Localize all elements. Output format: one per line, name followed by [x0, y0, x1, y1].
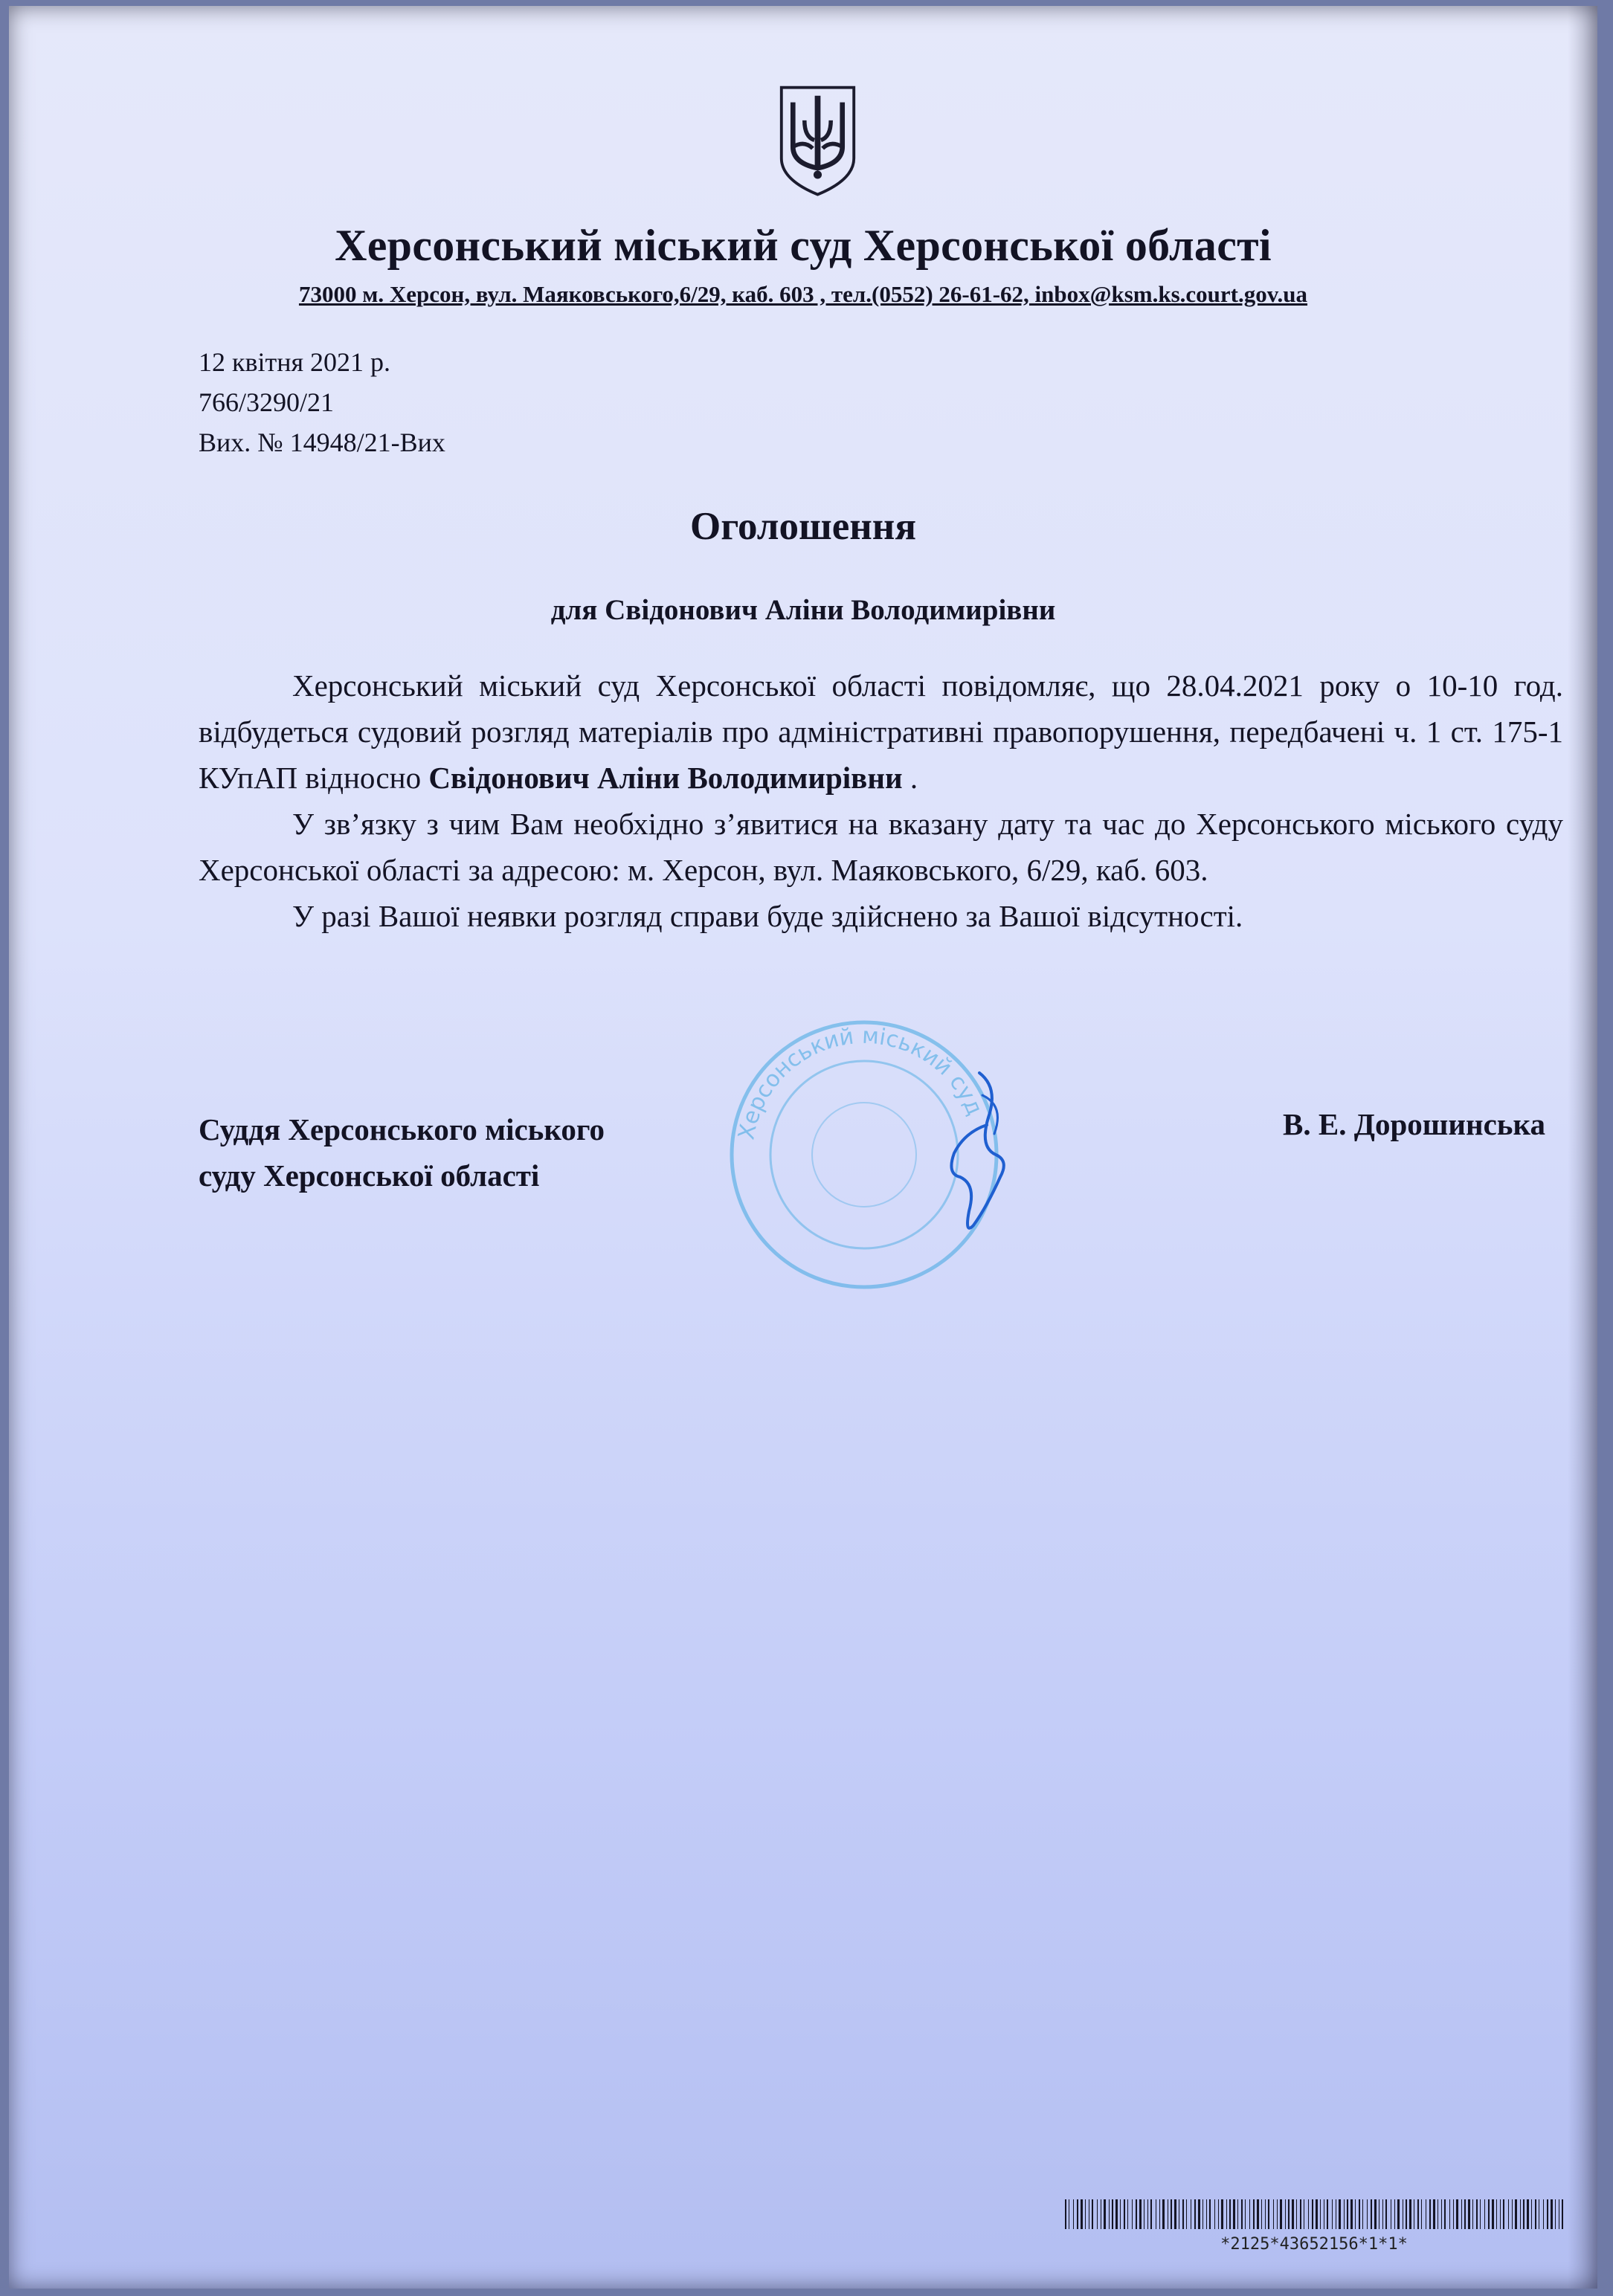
barcode-bar: [1132, 2199, 1133, 2229]
barcode-bar: [1503, 2199, 1504, 2229]
handwritten-signature: [935, 1065, 1031, 1236]
barcode-bar: [1124, 2199, 1125, 2229]
barcode-bar: [1547, 2199, 1548, 2229]
barcode-bar: [1147, 2199, 1148, 2229]
barcode-bar: [1508, 2199, 1509, 2229]
barcode-bar: [1359, 2199, 1360, 2229]
paragraph-1-person-name: Свідонович Аліни Володимирівни: [428, 761, 903, 795]
barcode-bar: [1320, 2199, 1321, 2229]
document-meta: [199, 342, 445, 462]
paragraph-1-text: Херсонський міський суд Херсонської області повідомляє, що 28.04.2021 року о 10-10 год. відбудеться судовий розгляд матеріалів про адміністративні правопорушення, передбачені ч. 1 ст. 175-1 КУпАП відносно: [199, 668, 1563, 795]
signer-title-line-2: суду Херсонської області: [199, 1158, 540, 1193]
barcode-bar: [1214, 2199, 1215, 2229]
barcode-bar: [1159, 2199, 1160, 2229]
barcode-bar: [1316, 2199, 1318, 2229]
barcode-bar: [1339, 2199, 1341, 2229]
barcode-bar: [1417, 2199, 1419, 2229]
barcode-bar: [1488, 2199, 1490, 2229]
barcode-bar: [1453, 2199, 1454, 2229]
notice-paragraph-1: [199, 662, 1563, 801]
barcode-bar: [1308, 2199, 1309, 2229]
barcode-bar: [1332, 2199, 1333, 2229]
barcode-bar: [1512, 2199, 1513, 2229]
trident-coat-of-arms-icon: [775, 83, 860, 198]
notice-body: [199, 662, 1563, 939]
barcode-bar: [1233, 2199, 1235, 2229]
barcode-bar: [1202, 2199, 1203, 2229]
barcode-bar: [1104, 2199, 1106, 2229]
barcode-bar: [1531, 2199, 1532, 2229]
barcode-bar: [1476, 2199, 1478, 2229]
paragraph-1-end: .: [902, 761, 918, 795]
barcode-bar: [1285, 2199, 1286, 2229]
barcode-bar: [1437, 2199, 1438, 2229]
barcode-bar: [1139, 2199, 1142, 2229]
barcode-bar: [1109, 2199, 1110, 2229]
barcode-bar: [1362, 2199, 1363, 2229]
barcode-bar: [1382, 2199, 1383, 2229]
barcode-bar: [1273, 2199, 1274, 2229]
barcode-bar: [1182, 2199, 1184, 2229]
barcode-bar: [1226, 2199, 1227, 2229]
court-name: Херсонський міський суд Херсонської області: [335, 221, 1272, 270]
barcode-bar: [1265, 2199, 1266, 2229]
document-page: [9, 6, 1597, 2289]
barcode-bar: [1065, 2199, 1066, 2229]
barcode-bar: [1127, 2199, 1128, 2229]
barcode-bar: [1245, 2199, 1246, 2229]
barcode-bar: [1562, 2199, 1563, 2229]
barcode-bar: [1253, 2199, 1255, 2229]
barcode-bar: [1492, 2199, 1494, 2229]
barcode-bar: [1112, 2199, 1113, 2229]
barcode-bar: [1555, 2199, 1556, 2229]
stamp-text: Херсонський міський суд: [733, 1022, 988, 1142]
barcode-bar: [1464, 2199, 1466, 2229]
barcode-bar: [1077, 2199, 1078, 2229]
barcode-bar: [1171, 2199, 1172, 2229]
page-shadow: [1568, 6, 1597, 2289]
barcode-bar: [1073, 2199, 1074, 2229]
barcode-bar: [1409, 2199, 1411, 2229]
barcode: [1065, 2199, 1563, 2229]
barcode-bar: [1280, 2199, 1282, 2229]
barcode-bar: [1551, 2199, 1553, 2229]
barcode-bar: [1535, 2199, 1536, 2229]
barcode-bar: [1209, 2199, 1211, 2229]
outgoing-number: Вих. № 14948/21-Вих: [199, 428, 445, 457]
barcode-bar: [1092, 2199, 1093, 2229]
notice-recipient: для Свідонович Аліни Володимирівни: [550, 594, 1056, 626]
barcode-bar: [1367, 2199, 1368, 2229]
barcode-bar: [1444, 2199, 1446, 2229]
barcode-bar: [1292, 2199, 1294, 2229]
document-date: 12 квітня 2021 р.: [199, 347, 391, 377]
signer-title: [199, 1106, 605, 1199]
barcode-bar: [1120, 2199, 1121, 2229]
barcode-bar: [1385, 2199, 1387, 2229]
barcode-bar: [1527, 2199, 1529, 2229]
barcode-bar: [1449, 2199, 1450, 2229]
barcode-number: *2125*43652156*1*1*: [1220, 2235, 1408, 2254]
barcode-bar: [1288, 2199, 1290, 2229]
barcode-bar: [1237, 2199, 1238, 2229]
barcode-bar: [1468, 2199, 1470, 2229]
barcode-bar: [1296, 2199, 1297, 2229]
barcode-bar: [1520, 2199, 1521, 2229]
barcode-bar: [1500, 2199, 1501, 2229]
barcode-bar: [1355, 2199, 1356, 2229]
barcode-bar: [1097, 2199, 1098, 2229]
barcode-bar: [1150, 2199, 1152, 2229]
barcode-bar: [1115, 2199, 1118, 2229]
barcode-bar: [1085, 2199, 1086, 2229]
case-number: 766/3290/21: [199, 387, 335, 417]
notice-heading: Оголошення: [689, 505, 917, 548]
barcode-bar: [1249, 2199, 1250, 2229]
barcode-bar: [1543, 2199, 1544, 2229]
barcode-bar: [1496, 2199, 1497, 2229]
barcode-bar: [1136, 2199, 1137, 2229]
barcode-bar: [1186, 2199, 1187, 2229]
barcode-bar: [1277, 2199, 1278, 2229]
barcode-bar: [1421, 2199, 1422, 2229]
barcode-bar: [1081, 2199, 1083, 2229]
barcode-bar: [1300, 2199, 1301, 2229]
barcode-bar: [1394, 2199, 1395, 2229]
barcode-bar: [1241, 2199, 1243, 2229]
barcode-bar: [1268, 2199, 1269, 2229]
barcode-bar: [1221, 2199, 1223, 2229]
barcode-bar: [1344, 2199, 1345, 2229]
barcode-bar: [1461, 2199, 1462, 2229]
signer-name: В. Е. Дорошинська: [1283, 1107, 1545, 1141]
court-address: 73000 м. Херсон, вул. Маяковського,6/29, каб. 603 , тел.(0552) 26-61-62, inbox@ksm.ks.court.gov.ua: [298, 281, 1308, 307]
barcode-bar: [1456, 2199, 1458, 2229]
barcode-bar: [1433, 2199, 1435, 2229]
barcode-bar: [1312, 2199, 1313, 2229]
barcode-bar: [1429, 2199, 1431, 2229]
barcode-bar: [1257, 2199, 1259, 2229]
barcode-bar: [1397, 2199, 1400, 2229]
barcode-bar: [1174, 2199, 1176, 2229]
barcode-bar: [1350, 2199, 1353, 2229]
barcode-bar: [1347, 2199, 1348, 2229]
barcode-bar: [1206, 2199, 1207, 2229]
barcode-bar: [1441, 2199, 1442, 2229]
barcode-bar: [1229, 2199, 1231, 2229]
barcode-bar: [1374, 2199, 1377, 2229]
barcode-bar: [1194, 2199, 1196, 2229]
barcode-bar: [1327, 2199, 1328, 2229]
barcode-bar: [1371, 2199, 1372, 2229]
barcode-bar: [1523, 2199, 1525, 2229]
barcode-bar: [1480, 2199, 1481, 2229]
barcode-bar: [1484, 2199, 1485, 2229]
notice-paragraph-2: У зв’язку з чим Вам необхідно з’явитися на вказану дату та час до Херсонського міського суду Херсонської області за адресою: м. Херсон, вул. Маяковського, 6/29, каб. 603.: [199, 807, 1563, 887]
barcode-bar: [1261, 2199, 1262, 2229]
barcode-bar: [1162, 2199, 1165, 2229]
barcode-bar: [1218, 2199, 1219, 2229]
barcode-bar: [1515, 2199, 1517, 2229]
barcode-bar: [1472, 2199, 1473, 2229]
signer-title-line-1: Суддя Херсонського міського: [199, 1112, 605, 1147]
notice-paragraph-3: У разі Вашої неявки розгляд справи буде здійснено за Вашої відсутності.: [292, 899, 1243, 933]
barcode-bar: [1198, 2199, 1200, 2229]
barcode-bar: [1406, 2199, 1407, 2229]
